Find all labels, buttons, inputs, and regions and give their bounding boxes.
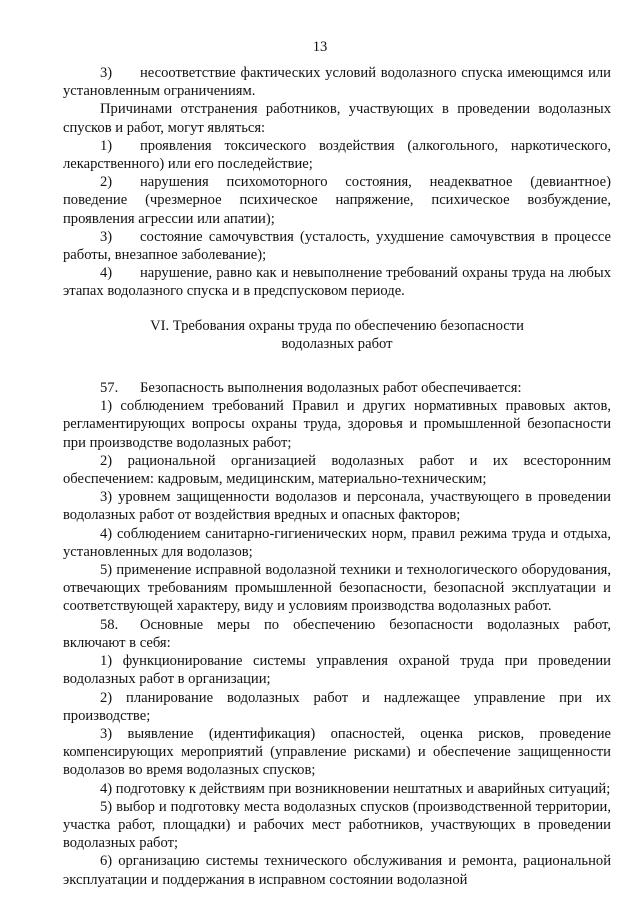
list-item: 1) функционирование системы управления охраной труда при проведении водолазных работ в организации; (63, 653, 611, 688)
document-body (63, 64, 611, 889)
list-item: 2) планирование водолазных работ и надлежащее управление при их производстве; (63, 689, 611, 724)
item-text: нарушение, равно как и невыполнение требований охраны труда на любых этапах водолазного спуска и в предспусковом периоде. (63, 265, 611, 300)
page-number: 13 (312, 39, 328, 55)
clause-number: 57. (100, 380, 119, 397)
section-heading-line: VI. Требования охраны труда по обеспечению безопасности (150, 317, 524, 334)
clause-57 (63, 379, 611, 397)
list-item: 6) организацию системы технического обслуживания и ремонта, рациональной эксплуатации и поддержания в исправном состоянии водолазной (63, 853, 611, 888)
item-number: 3) (100, 65, 113, 81)
list-item: 4) соблюдением санитарно-гигиенических норм, правил режима труда и отдыха, установленных для водолазов; (63, 525, 611, 560)
item-number: 1) (100, 137, 113, 154)
clause-text: Основные меры по обеспечению безопасности водолазных работ, включают в себя: (63, 616, 611, 651)
list-item (63, 137, 611, 173)
paragraph-reasons-intro: Причинами отстранения работников, участвующих в проведении водолазных спусков и работ, могут являться: (63, 101, 611, 136)
clause-number: 58. (100, 616, 119, 633)
list-item: 1) соблюдением требований Правил и других нормативных правовых актов, регламентирующих вопросы охраны труда, здоровья и промышленной безопасности при производстве водолазных работ; (63, 398, 611, 451)
clause-text: Безопасность выполнения водолазных работ обеспечивается: (140, 380, 522, 397)
list-item: 2) рациональной организацией водолазных работ и их всесторонним обеспечением: кадровым, медицинским, материально-техническим; (63, 452, 611, 488)
item-number: 4) (100, 265, 113, 282)
item-text: проявления токсического воздействия (алкогольного, наркотического, лекарственного) или его последействие; (63, 137, 611, 173)
clause-58 (63, 616, 611, 652)
list-item: 5) применение исправной водолазной техники и технологического оборудования, отвечающих требованиям промышленной безопасности, безопасной эксплуатации и соответствующей характеру, виду и условиям производства водолазных работ. (63, 562, 611, 615)
list-item (63, 64, 611, 100)
list-item (63, 228, 611, 264)
list-item: 5) выбор и подготовку места водолазных спусков (производственной территории, участка работ, площадки) и рабочих мест работников, участвующих в проведении водолазных работ; (63, 798, 611, 852)
item-number: 2) (100, 174, 113, 191)
item-text: нарушения психомоторного состояния, неадекватное (девиантное) поведение (чрезмерное психическое напряжение, психическое возбуждение, проявления агрессии или апатии); (63, 174, 611, 227)
item-text: несоответствие фактических условий водолазного спуска имеющимся или установленным ограничениям. (63, 65, 611, 100)
section-heading-line: водолазных работ (281, 335, 393, 352)
item-number: 3) (100, 228, 113, 245)
list-item (63, 264, 611, 300)
item-text: состояние самочувствия (усталость, ухудшение самочувствия в процессе работы, внезапное заболевание); (63, 228, 611, 264)
section-heading (63, 317, 611, 353)
list-item: 3) уровнем защищенности водолазов и персонала, участвующего в проведении водолазных работ от воздействия вредных и опасных факторов; (63, 489, 611, 524)
list-item (63, 173, 611, 228)
list-item: 4) подготовку к действиям при возникновении нештатных и аварийных ситуаций; (100, 780, 611, 797)
list-item: 3) выявление (идентификация) опасностей, оценка рисков, проведение компенсирующих мероприятий (управление рисками) и обеспечение защищенности водолазов во время водолазных спусков; (63, 725, 611, 779)
